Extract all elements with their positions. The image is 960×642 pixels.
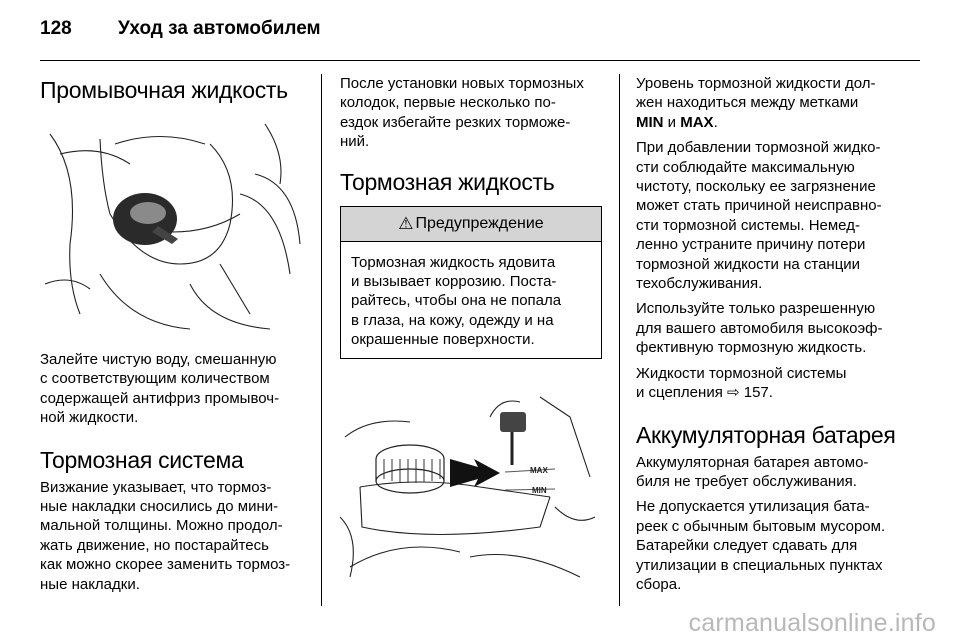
- section-heading-brake-system: Тормозная система: [40, 446, 244, 473]
- column-3: [636, 74, 906, 600]
- fluid-level-intro: Уровень тормозной жидкости дол- жен находиться между метками: [636, 75, 876, 112]
- washer-reservoir-illustration: [40, 114, 306, 336]
- column-divider-1: [321, 74, 322, 606]
- period: .: [713, 113, 718, 131]
- fluid-level-text: [636, 74, 906, 132]
- section-heading-brake-fluid: Тормозная жидкость: [340, 168, 555, 195]
- level-arrow-icon: [450, 459, 500, 487]
- header-divider: [40, 60, 920, 61]
- and-word: и: [663, 113, 681, 131]
- brake-system-text: Визжание указывает, что тормоз- ные накладки сносились до мини- мальной толщины. Можно продол- жать движение, но постарайтесь как можно скорее заменить тормоз- ные накладки.: [40, 478, 291, 593]
- section-heading-battery: Аккумуляторная батарея: [636, 421, 896, 448]
- column-divider-2: [619, 74, 620, 606]
- chapter-title: Уход за автомобилем: [118, 18, 321, 39]
- washer-fluid-text: Залейте чистую воду, смешанную с соответствующим количеством содержащей антифриз промывоч- ной жидкости.: [40, 351, 280, 427]
- warning-title: Предупреждение: [415, 214, 544, 232]
- page-number: 128: [40, 18, 72, 39]
- page-header: [40, 18, 321, 48]
- fluids-reference-label: Жидкости тормозной системы и сцепления: [636, 364, 847, 402]
- warning-box: [340, 206, 602, 359]
- brake-pads-text: После установки новых тормозных колодок, первые несколько по- ездок избегайте резких торможе- ний.: [340, 75, 584, 151]
- approved-fluid-text: Используйте только разрешенную для вашего автомобиля высокоэф- фективную тормозную жидкость.: [636, 300, 883, 357]
- warning-header: [341, 207, 601, 242]
- warning-text: Тормозная жидкость ядовита и вызывает коррозию. Поста- райтесь, чтобы она не попала в глаза, на кожу, одежду и на окрашенные поверхности.: [351, 253, 562, 349]
- page-reference-link[interactable]: 157.: [743, 384, 773, 402]
- watermark: carmanualsonline.info: [688, 609, 936, 637]
- cleanliness-text: При добавлении тормозной жидко- сти соблюдайте максимальную чистоту, поскольку ее загрязнение может стать причиной неисправно- сти тормозной системы. Немед- ленно устраните причину потери тормозной жидкости на станции техобслуживания.: [636, 139, 882, 293]
- level-sensor-connector: [500, 412, 526, 432]
- brake-reservoir-illustration: [340, 377, 602, 595]
- max-mark-label: MAX: [530, 465, 548, 475]
- min-mark-label: MIN: [532, 485, 547, 495]
- max-mark: MAX: [680, 113, 714, 131]
- column-1: [40, 74, 306, 600]
- brake-reservoir-drawing: [340, 377, 602, 595]
- fluids-reference-text: [636, 364, 906, 403]
- section-heading-washer-fluid: Промывочная жидкость: [40, 77, 288, 103]
- washer-reservoir-drawing: [40, 114, 306, 336]
- battery-maintenance-text: Аккумуляторная батарея автомо- биля не требует обслуживания.: [636, 453, 869, 490]
- warning-triangle-icon: ⚠: [398, 213, 414, 233]
- page-reference-arrow-icon: ⇨: [726, 384, 744, 402]
- column-2: [340, 74, 602, 595]
- min-mark: MIN: [636, 113, 664, 131]
- battery-disposal-text: Не допускается утилизация бата- реек с обычным бытовым мусором. Батарейки следует сдавать для утилизации в специальных пунктах сбора.: [636, 498, 886, 593]
